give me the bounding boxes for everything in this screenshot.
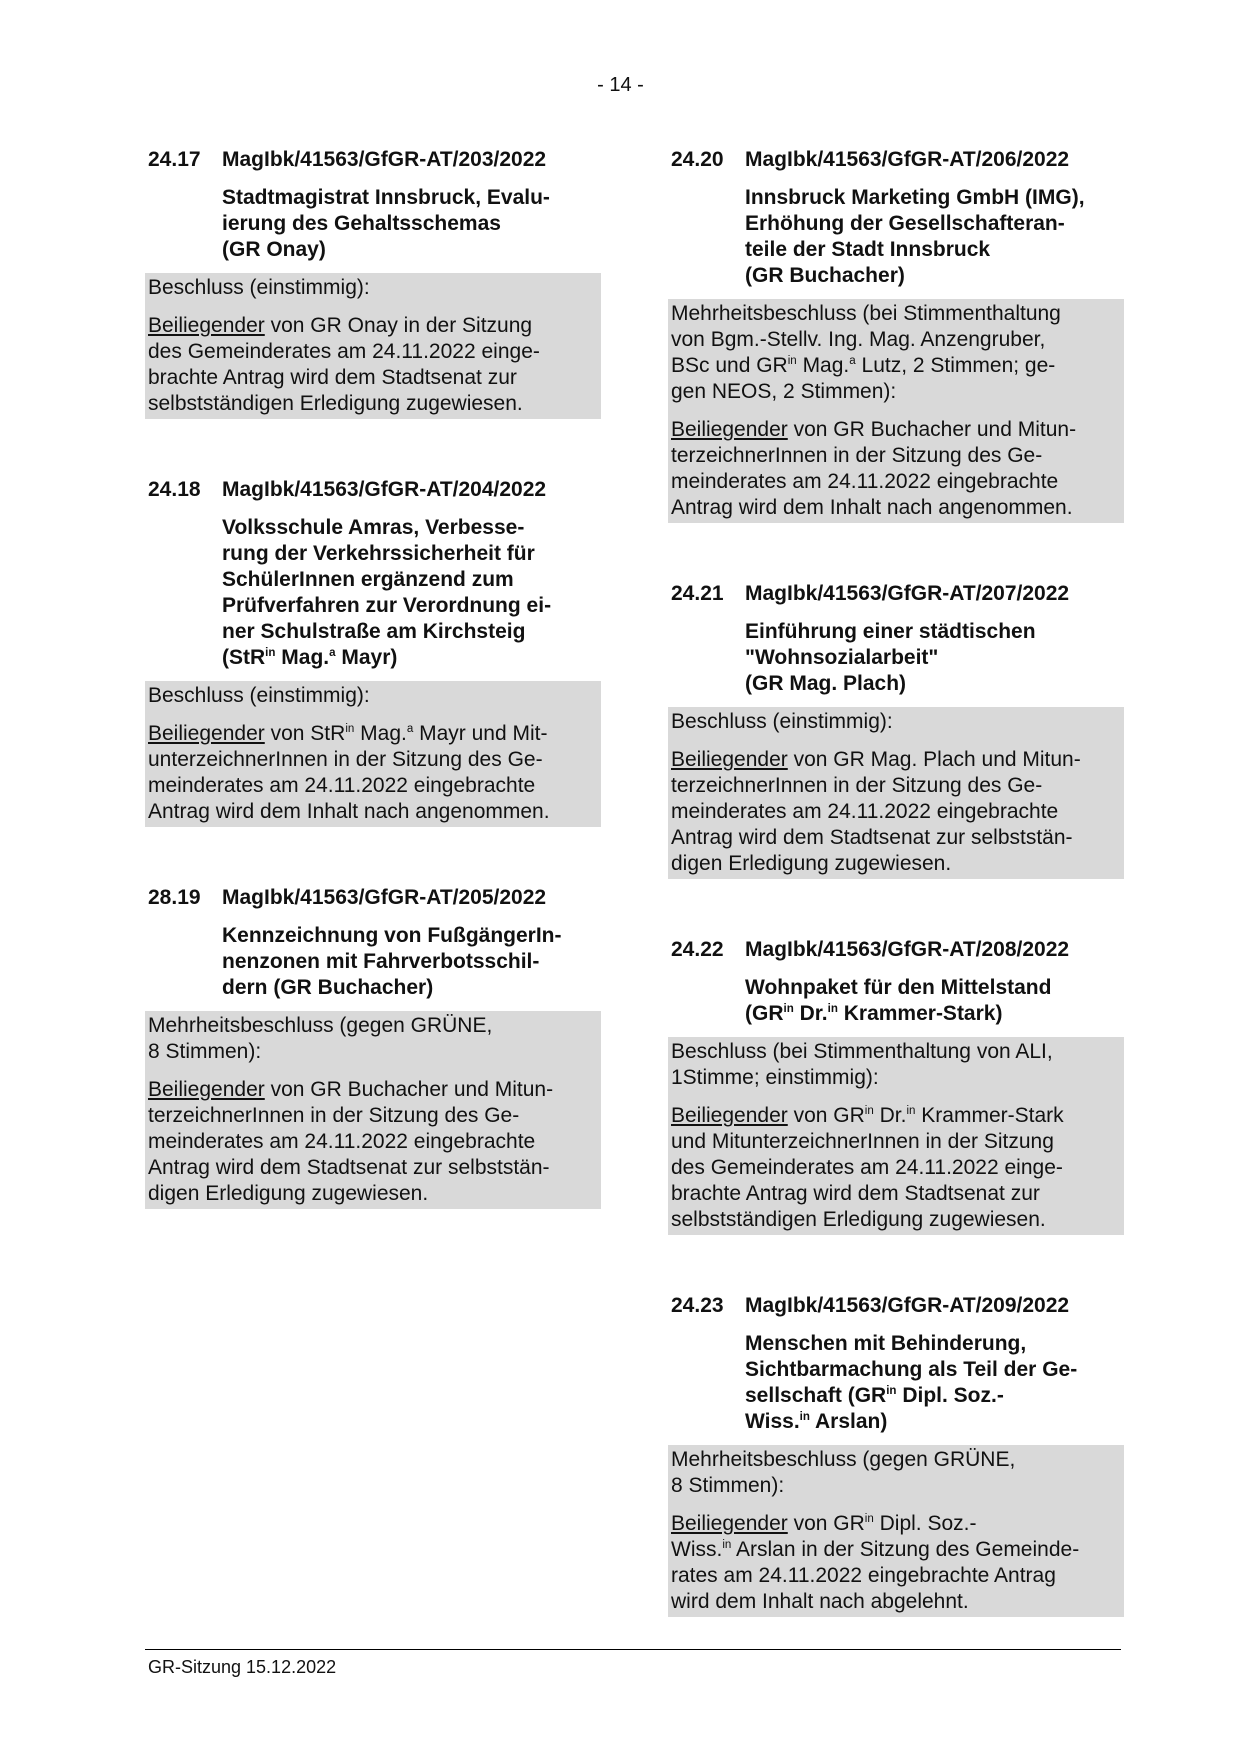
item-title-line: nenzonen mit Fahrverbotsschil-: [222, 950, 540, 973]
item-reference: MagIbk/41563/GfGR-AT/206/2022: [745, 148, 1070, 171]
decision-text-segment: von $GR^{in}$ Dr.$^{in}$ Krammer-Stark: [787, 1104, 1064, 1127]
agenda-item: [145, 147, 601, 419]
decision-text: [148, 313, 597, 417]
decision-box: [145, 681, 601, 827]
footer-divider: [145, 1649, 1121, 1650]
decision-type: [671, 1039, 1120, 1091]
item-title-line: Prüfverfahren zur Verordnung ei-: [222, 594, 552, 617]
decision-text-segment: Antrag wird dem Inhalt nach angenommen.: [671, 496, 1073, 519]
decision-box: [145, 273, 601, 419]
decision-text-segment: rates am 24.11.2022 eingebrachte Antrag: [671, 1564, 1056, 1587]
page-number: - 14 -: [597, 74, 644, 96]
decision-text-line: [148, 721, 597, 747]
item-title-line: Erhöhung der Gesellschafteran-: [745, 212, 1065, 235]
item-reference: MagIbk/41563/GfGR-AT/205/2022: [222, 886, 547, 909]
decision-text-line: [671, 1103, 1120, 1129]
decision-text-line: [671, 1589, 1120, 1615]
item-reference: MagIbk/41563/GfGR-AT/204/2022: [222, 478, 547, 501]
item-reference: MagIbk/41563/GfGR-AT/208/2022: [745, 938, 1070, 961]
item-title-line: Volksschule Amras, Verbesse-: [222, 516, 525, 539]
decision-box: [668, 707, 1124, 879]
item-number: 24.22: [671, 938, 724, 961]
decision-text-line: [671, 469, 1120, 495]
decision-text-line: [671, 1181, 1120, 1207]
decision-text-line: [671, 1129, 1120, 1155]
decision-text: [671, 1103, 1120, 1233]
decision-lead-word: Beiliegender: [148, 1078, 265, 1101]
decision-lead-word: Beiliegender: [671, 1512, 788, 1535]
decision-text: [671, 747, 1120, 877]
decision-line: gen NEOS, 2 Stimmen):: [671, 380, 897, 403]
item-header: [668, 581, 1124, 607]
item-reference: MagIbk/41563/GfGR-AT/209/2022: [745, 1294, 1070, 1317]
decision-lead-word: Beiliegender: [671, 418, 788, 441]
item-title-line: (GR Buchacher): [745, 264, 905, 287]
item-title-line: ierung des Gehaltsschemas: [222, 212, 501, 235]
decision-text-line: [671, 495, 1120, 521]
agenda-item: [145, 885, 601, 1209]
agenda-item: [668, 937, 1124, 1235]
decision-lead-word: Beiliegender: [148, 722, 265, 745]
item-title: [222, 515, 601, 671]
item-header: [145, 885, 601, 911]
decision-text-line: [671, 747, 1120, 773]
decision-text-segment: des Gemeinderates am 24.11.2022 einge-: [671, 1156, 1063, 1179]
item-title: [222, 923, 601, 1001]
item-title-line: Einführung einer städtischen: [745, 620, 1036, 643]
item-title: [745, 1331, 1124, 1435]
decision-text-segment: Antrag wird dem Stadtsenat zur selbststän-: [671, 826, 1073, 849]
item-number: 24.17: [148, 148, 201, 171]
decision-line: Beschluss (einstimmig):: [148, 684, 370, 707]
item-header: [668, 147, 1124, 173]
decision-text-segment: brachte Antrag wird dem Stadtsenat zur: [671, 1182, 1040, 1205]
decision-text-line: [148, 313, 597, 339]
item-number: 24.21: [671, 582, 724, 605]
item-title-line: Kennzeichnung von FußgängerIn-: [222, 924, 562, 947]
agenda-item: [145, 477, 601, 827]
decision-text: [671, 417, 1120, 521]
decision-text-line: [671, 1511, 1120, 1537]
decision-type: [671, 1447, 1120, 1499]
decision-line: Mehrheitsbeschluss (gegen GRÜNE,: [148, 1014, 493, 1037]
decision-line: Beschluss (einstimmig):: [671, 710, 893, 733]
decision-text-line: [671, 799, 1120, 825]
decision-text: [671, 1511, 1120, 1615]
decision-type: [148, 1013, 597, 1065]
decision-line: Mehrheitsbeschluss (bei Stimmenthaltung: [671, 302, 1061, 325]
decision-text: [148, 1077, 597, 1207]
decision-text-line: [148, 1155, 597, 1181]
decision-line: 8 Stimmen):: [671, 1474, 785, 1497]
decision-text-line: [148, 339, 597, 365]
decision-text-line: [671, 443, 1120, 469]
item-title-line: SchülerInnen ergänzend zum: [222, 568, 514, 591]
item-title-line: (GR Onay): [222, 238, 326, 261]
decision-text-segment: von $GR^{in}$ Dipl. Soz.-: [787, 1512, 977, 1535]
footer-text: GR-Sitzung 15.12.2022: [148, 1657, 337, 1677]
decision-text-segment: des Gemeinderates am 24.11.2022 einge-: [148, 340, 540, 363]
decision-text-segment: terzeichnerInnen in der Sitzung des Ge-: [148, 1104, 520, 1127]
decision-text-segment: von GR Buchacher und Mitun-: [787, 418, 1077, 441]
decision-type: [671, 709, 1120, 735]
item-title-line: (GR Mag. Plach): [745, 672, 907, 695]
right-column: [668, 147, 1124, 1675]
decision-line: von Bgm.-Stellv. Ing. Mag. Anzengruber,: [671, 328, 1046, 351]
item-number: 28.19: [148, 886, 201, 909]
decision-text-line: [148, 365, 597, 391]
decision-text-line: [148, 1129, 597, 1155]
decision-type: [671, 301, 1120, 405]
item-number: 24.18: [148, 478, 201, 501]
left-column: [145, 147, 601, 1267]
decision-text-line: [671, 1155, 1120, 1181]
decision-text-segment: von GR Mag. Plach und Mitun-: [787, 748, 1081, 771]
item-title-line: Wohnpaket für den Mittelstand: [745, 976, 1052, 999]
decision-line: Beschluss (bei Stimmenthaltung von ALI,: [671, 1040, 1053, 1063]
decision-text-segment: selbstständigen Erledigung zugewiesen.: [148, 392, 523, 415]
decision-type: [148, 275, 597, 301]
item-title-line: Wiss.$^{in}$ Arslan): [745, 1410, 888, 1433]
item-header: [668, 1293, 1124, 1319]
decision-text-segment: meinderates am 24.11.2022 eingebrachte: [671, 470, 1059, 493]
item-title-line: ner Schulstraße am Kirchsteig: [222, 620, 526, 643]
item-title: [745, 975, 1124, 1027]
item-title: [745, 185, 1124, 289]
item-title: [222, 185, 601, 263]
decision-text-segment: digen Erledigung zugewiesen.: [671, 852, 952, 875]
item-title-line: dern (GR Buchacher): [222, 976, 434, 999]
decision-text-segment: terzeichnerInnen in der Sitzung des Ge-: [671, 774, 1043, 797]
decision-text-segment: meinderates am 24.11.2022 eingebrachte: [148, 1130, 536, 1153]
agenda-item: [668, 581, 1124, 879]
decision-text-segment: von GR Buchacher und Mitun-: [264, 1078, 554, 1101]
decision-text-line: [671, 1537, 1120, 1563]
decision-box: [145, 1011, 601, 1209]
decision-text-segment: von GR Onay in der Sitzung: [264, 314, 533, 337]
decision-text-line: [148, 391, 597, 417]
decision-box: [668, 299, 1124, 523]
item-title-line: Stadtmagistrat Innsbruck, Evalu-: [222, 186, 550, 209]
item-title-line: sellschaft ($GR^{in}$ Dipl. Soz.-: [745, 1384, 1004, 1407]
decision-text-line: [148, 1077, 597, 1103]
decision-box: [668, 1037, 1124, 1235]
decision-text-segment: Antrag wird dem Inhalt nach angenommen.: [148, 800, 550, 823]
decision-box: [668, 1445, 1124, 1617]
decision-line: Beschluss (einstimmig):: [148, 276, 370, 299]
decision-text-segment: selbstständigen Erledigung zugewiesen.: [671, 1208, 1046, 1231]
decision-text-line: [148, 799, 597, 825]
item-title-line: "Wohnsozialarbeit": [745, 646, 939, 669]
decision-text-line: [148, 747, 597, 773]
item-title-line: teile der Stadt Innsbruck: [745, 238, 991, 261]
decision-text-line: [671, 417, 1120, 443]
decision-text-line: [148, 1103, 597, 1129]
item-reference: MagIbk/41563/GfGR-AT/207/2022: [745, 582, 1070, 605]
decision-line: BSc und $GR^{in}$ Mag.$^a$ Lutz, 2 Stimmen; ge-: [671, 354, 1056, 377]
decision-text-segment: von StR$^{in}$ Mag.$^a$ Mayr und Mit-: [264, 722, 548, 745]
decision-type: [148, 683, 597, 709]
item-title-line: Innsbruck Marketing GmbH (IMG),: [745, 186, 1085, 209]
item-header: [668, 937, 1124, 963]
decision-text-segment: unterzeichnerInnen in der Sitzung des Ge-: [148, 748, 543, 771]
decision-lead-word: Beiliegender: [671, 1104, 788, 1127]
item-title: [745, 619, 1124, 697]
decision-text-segment: meinderates am 24.11.2022 eingebrachte: [671, 800, 1059, 823]
decision-text-line: [671, 825, 1120, 851]
agenda-item: [668, 147, 1124, 523]
decision-text-segment: meinderates am 24.11.2022 eingebrachte: [148, 774, 536, 797]
decision-text-segment: Antrag wird dem Stadtsenat zur selbststän-: [148, 1156, 550, 1179]
item-title-line: (StR$^{in}$ Mag.$^a$ Mayr): [222, 646, 398, 669]
item-title-line: rung der Verkehrssicherheit für: [222, 542, 535, 565]
item-number: 24.23: [671, 1294, 724, 1317]
decision-text: [148, 721, 597, 825]
decision-text-line: [671, 851, 1120, 877]
decision-text-segment: Wiss.$^{in}$ Arslan in der Sitzung des Gemeinde-: [671, 1538, 1080, 1561]
decision-text-segment: und MitunterzeichnerInnen in der Sitzung: [671, 1130, 1054, 1153]
decision-text-line: [671, 773, 1120, 799]
agenda-item: [668, 1293, 1124, 1617]
decision-text-line: [671, 1563, 1120, 1589]
decision-line: Mehrheitsbeschluss (gegen GRÜNE,: [671, 1448, 1016, 1471]
item-title-line: Menschen mit Behinderung,: [745, 1332, 1027, 1355]
item-title-line: ($GR^{in}$ Dr.$^{in}$ Krammer-Stark): [745, 1002, 1003, 1025]
decision-lead-word: Beiliegender: [671, 748, 788, 771]
decision-text-line: [671, 1207, 1120, 1233]
item-header: [145, 477, 601, 503]
decision-text-line: [148, 1181, 597, 1207]
decision-text-line: [148, 773, 597, 799]
decision-text-segment: brachte Antrag wird dem Stadtsenat zur: [148, 366, 517, 389]
decision-line: 1Stimme; einstimmig):: [671, 1066, 879, 1089]
decision-text-segment: wird dem Inhalt nach abgelehnt.: [671, 1590, 969, 1613]
decision-text-segment: terzeichnerInnen in der Sitzung des Ge-: [671, 444, 1043, 467]
decision-line: 8 Stimmen):: [148, 1040, 262, 1063]
item-number: 24.20: [671, 148, 724, 171]
item-header: [145, 147, 601, 173]
item-title-line: Sichtbarmachung als Teil der Ge-: [745, 1358, 1078, 1381]
decision-text-segment: digen Erledigung zugewiesen.: [148, 1182, 429, 1205]
decision-lead-word: Beiliegender: [148, 314, 265, 337]
item-reference: MagIbk/41563/GfGR-AT/203/2022: [222, 148, 547, 171]
